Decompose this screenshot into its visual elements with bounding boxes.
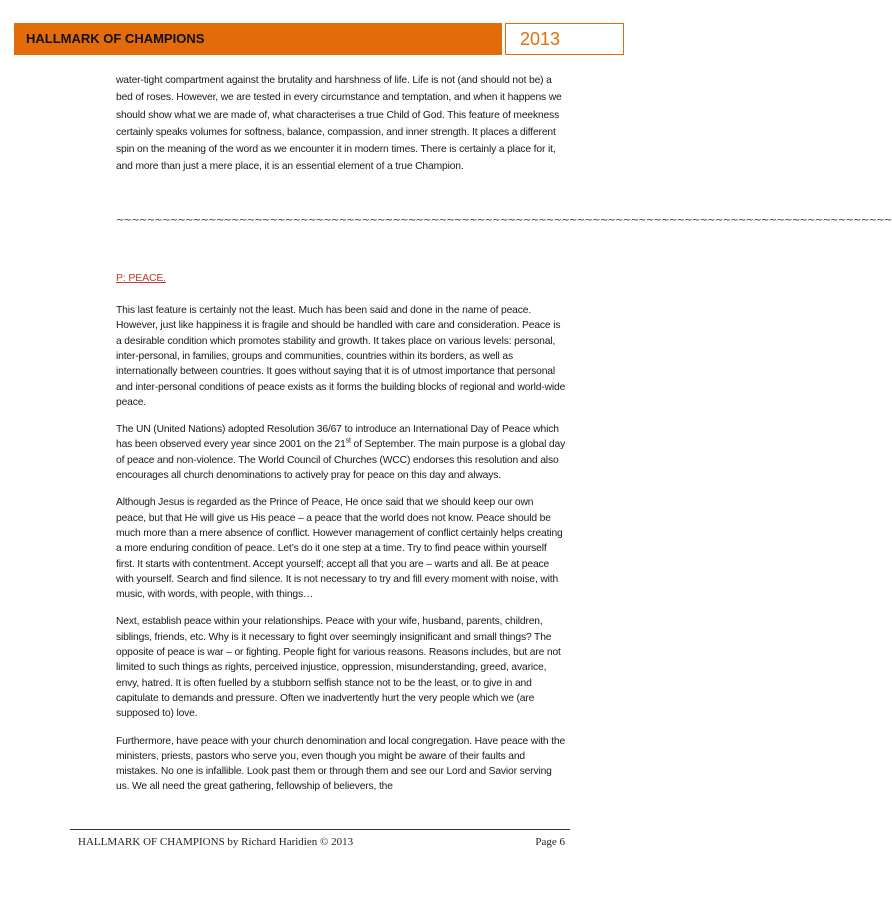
footer-rule [70, 829, 570, 830]
peace-section [116, 303, 566, 795]
peace-paragraph-2 [116, 422, 566, 483]
page-number: Page 6 [535, 836, 565, 848]
section-heading: P: PEACE. [116, 271, 167, 284]
peace-paragraph-4: Next, establish peace within your relationships. Peace with your wife, husband, parents, children, siblings, friends, etc. Why is it necessary to fight over seemingly insignificant and small things? The opposite of peace is war – or fighting. People fight for various reasons. Reasons includes, but are not limited to such things as rights, perceived injustice, oppression, misunderstanding, greed, avarice, envy, hatred. It is often fuelled by a stubborn selfish stance not to be the least, or to give in and capitulate to demands and pressure. Often we inadvertently hurt the very people which we (are supposed to) love. [116, 616, 561, 720]
header-year: 2013 [505, 23, 624, 55]
peace-paragraph-3: Although Jesus is regarded as the Prince of Peace, He once said that we should keep our own peace, but that He will give us His peace – a peace that the world does not know. Peace should be much more than a mere absence of conflict. However management of conflict certainly helps creating a more enduring condition of peace. Let’s do it one step at a time. Try to find peace within yourself first. It starts with contentment. Accept yourself; accept all that you are – warts and all. Be at peace with yourself. Search and find silence. It is not necessary to try and fill every moment with noise, with music, with words, with people, with things… [116, 497, 563, 601]
intro-paragraph: water-tight compartment against the brutality and harshness of life. Life is not (and should not be) a bed of roses. However, we are tested in every circumstance and temptation, and when it happens we should show what we are made of, what characterises a true Child of God. This feature of meekness certainly speaks volumes for softness, balance, compassion, and inner strength. It places a different spin on the meaning of the word as we encounter it in modern times. There is certainly a place for it, and more than just a mere place, it is an essential element of a true Champion. [116, 75, 562, 173]
p2-text-b: of September. The main purpose is a global day of peace and non-violence. The World Council of Churches (WCC) endorses this resolution and also encourages all church denominations to actively pray for peace on this day and always. [116, 439, 566, 482]
page-content [116, 72, 892, 807]
tilde-divider: ~~~~~~~~~~~~~~~~~~~~~~~~~~~~~~~~~~~~~~~~~~~~~~~~~~~~~~~~~~~~~~~~~~~~~~~~~~~~~~~~~~~~~~~~~~~~~~~~~~~~~ [116, 214, 892, 226]
intro-section [116, 72, 566, 176]
p2-superscript: st [345, 438, 351, 446]
header-title: HALLMARK OF CHAMPIONS [14, 23, 502, 55]
peace-paragraph-1: This last feature is certainly not the least. Much has been said and done in the name of peace. However, just like happiness it is fragile and should be handled with care and consideration. Peace is a desirable condition which promotes stability and growth. It takes place on various levels: personal, inter-personal, in families, groups and communities, countries within its borders, as well as internationally between countries. It goes without saying that it is of utmost importance that personal and inter-personal conditions of peace exists as it forms the building blocks of regional and world-wide peace. [116, 305, 566, 408]
p2-text-a: The UN (United Nations) adopted Resolution 36/67 to introduce an International Day of Peace which has been observed every year since 2001 on the 21 [116, 424, 559, 451]
footer-credit: HALLMARK OF CHAMPIONS by Richard Haridien © 2013 [78, 836, 354, 848]
peace-paragraph-5: Furthermore, have peace with your church denomination and local congregation. Have peace with the ministers, priests, pastors who serve you, even though you might be aware of their faults and mistakes. No one is infallible. Look past them or through them and see our Lord and Savior serving us. We all need the great gathering, fellowship of believers, the [116, 735, 566, 793]
page-header [14, 23, 624, 55]
